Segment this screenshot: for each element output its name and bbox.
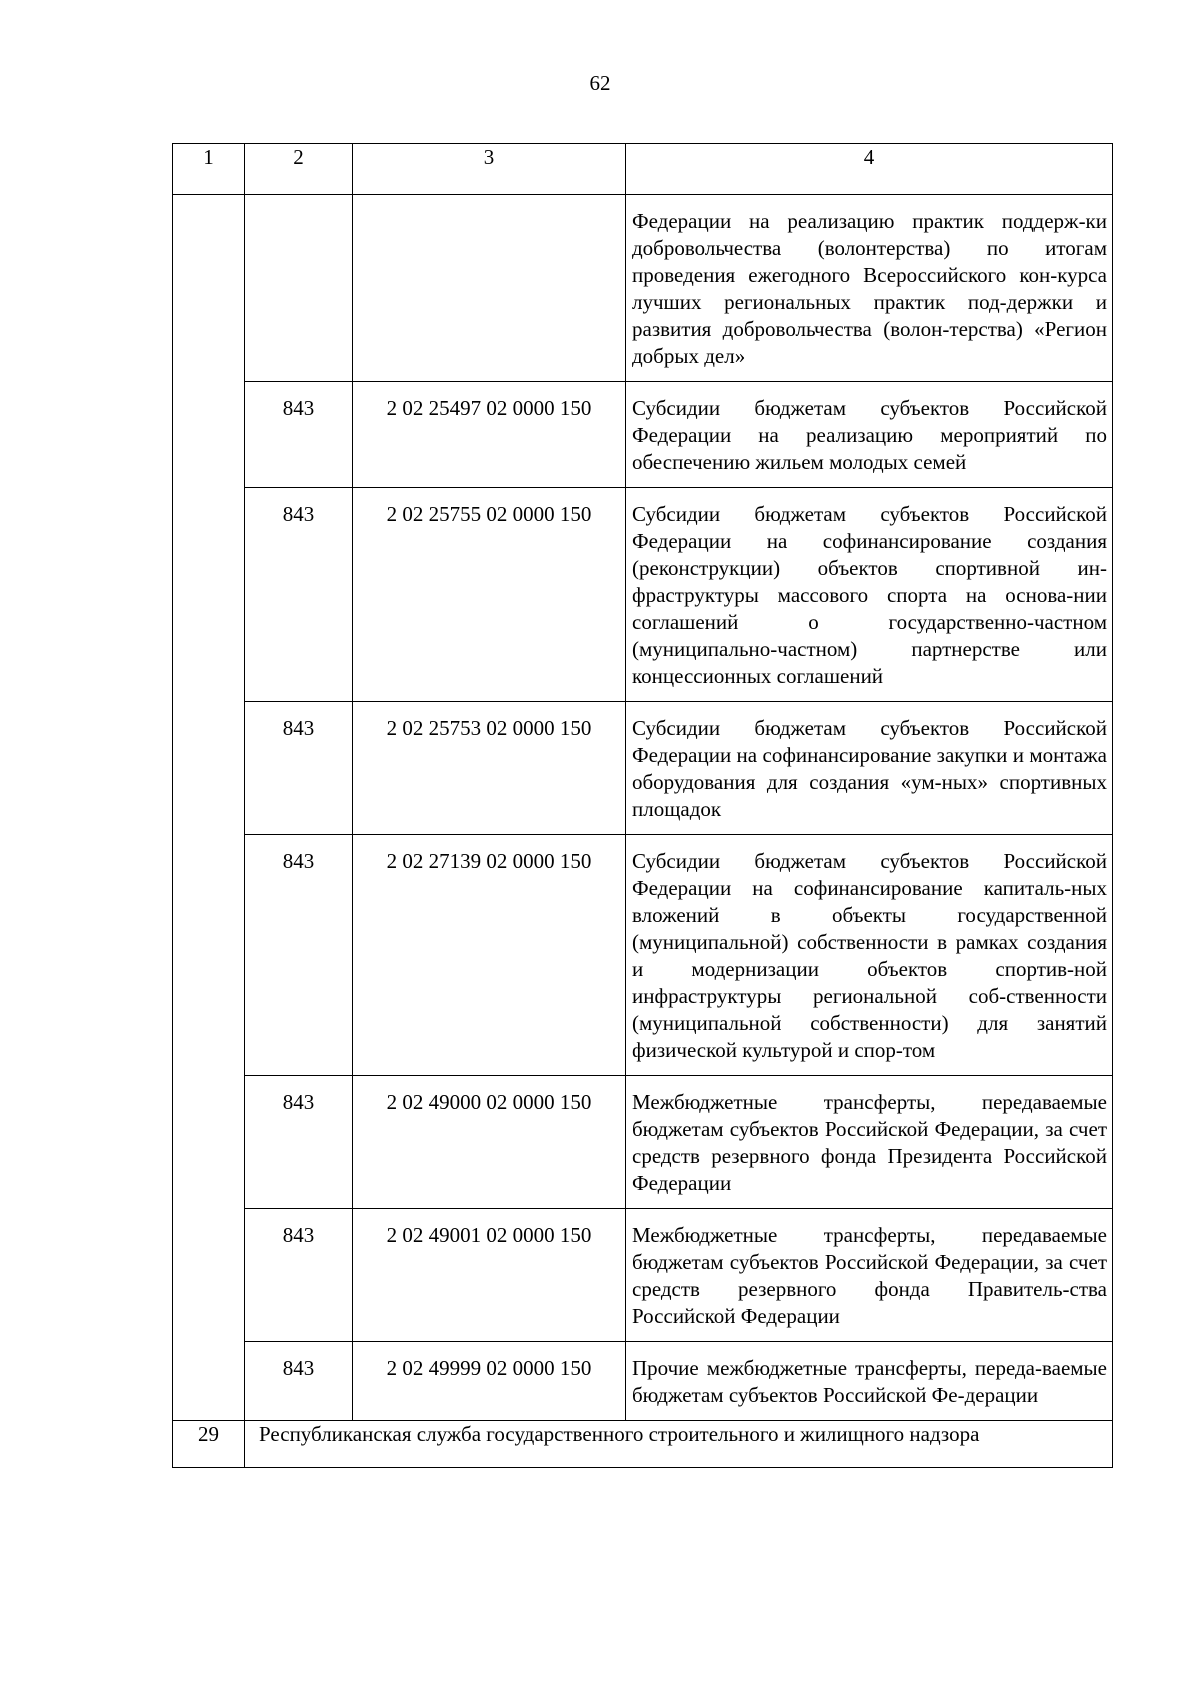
- admin-code-cell: 843: [245, 1076, 353, 1209]
- income-code-cell: 2 02 49000 02 0000 150: [353, 1076, 626, 1209]
- admin-code-cell: 843: [245, 835, 353, 1076]
- description-cell: Субсидии бюджетам субъектов Российской Федерации на софинансирование закупки и монтажа оборудования для создания «ум-ных» спортивных площадок: [626, 702, 1113, 835]
- header-cell: 2: [245, 144, 353, 195]
- income-code-cell: 2 02 27139 02 0000 150: [353, 835, 626, 1076]
- income-code-cell: 2 02 25497 02 0000 150: [353, 382, 626, 488]
- income-code-cell: 2 02 49999 02 0000 150: [353, 1342, 626, 1421]
- header-cell: 3: [353, 144, 626, 195]
- header-cell: 4: [626, 144, 1113, 195]
- income-code-cell: 2 02 25753 02 0000 150: [353, 702, 626, 835]
- header-cell: 1: [173, 144, 245, 195]
- income-code-cell: 2 02 25755 02 0000 150: [353, 488, 626, 702]
- income-code-cell: [353, 195, 626, 382]
- table-row: [173, 835, 1113, 1076]
- table-row: [173, 195, 1113, 382]
- section-index-cell: [173, 195, 245, 1421]
- admin-code-cell: 843: [245, 382, 353, 488]
- description-cell: Межбюджетные трансферты, передаваемые бюджетам субъектов Российской Федерации, за счет средств резервного фонда Правитель-ства Российской Федерации: [626, 1209, 1113, 1342]
- table-row: [173, 382, 1113, 488]
- admin-code-cell: 843: [245, 702, 353, 835]
- table-row: [173, 1076, 1113, 1209]
- description-cell: Субсидии бюджетам субъектов Российской Федерации на софинансирование капиталь-ных вложений в объекты государственной (муниципальной) собственности в рамках создания и модернизации объектов спортив-ной инфраструктуры региональной соб-ственности (муниципальной собственности) для занятий физической культурой и спор-том: [626, 835, 1113, 1076]
- admin-code-cell: 843: [245, 1342, 353, 1421]
- admin-code-cell: 843: [245, 488, 353, 702]
- section-index: 29: [173, 1421, 245, 1468]
- admin-code-cell: [245, 195, 353, 382]
- description-cell: Субсидии бюджетам субъектов Российской Федерации на софинансирование создания (реконструкции) объектов спортивной ин-фраструктуры массового спорта на основа-нии соглашений о государственно-частном (муниципально-частном) партнерстве или концессионных соглашений: [626, 488, 1113, 702]
- description-cell: Субсидии бюджетам субъектов Российской Федерации на реализацию мероприятий по обеспечению жильем молодых семей: [626, 382, 1113, 488]
- section-row: [173, 1421, 1113, 1468]
- section-name: Республиканская служба государственного строительного и жилищного надзора: [245, 1421, 1113, 1468]
- table-row: [173, 1342, 1113, 1421]
- income-code-cell: 2 02 49001 02 0000 150: [353, 1209, 626, 1342]
- table-row: [173, 488, 1113, 702]
- page-number: 62: [589, 71, 611, 95]
- description-cell: Межбюджетные трансферты, передаваемые бюджетам субъектов Российской Федерации, за счет средств резервного фонда Президента Российской Федерации: [626, 1076, 1113, 1209]
- admin-code-cell: 843: [245, 1209, 353, 1342]
- table-row: [173, 1209, 1113, 1342]
- table-row: [173, 702, 1113, 835]
- table-header-row: [173, 144, 1113, 195]
- income-codes-table: [172, 143, 1113, 1468]
- description-cell: Федерации на реализацию практик поддерж-ки добровольчества (волонтерства) по итогам проведения ежегодного Всероссийского кон-курса лучших региональных практик под-держки и развития добровольчества (волон-терства) «Регион добрых дел»: [626, 195, 1113, 382]
- description-cell: Прочие межбюджетные трансферты, переда-ваемые бюджетам субъектов Российской Фе-дерации: [626, 1342, 1113, 1421]
